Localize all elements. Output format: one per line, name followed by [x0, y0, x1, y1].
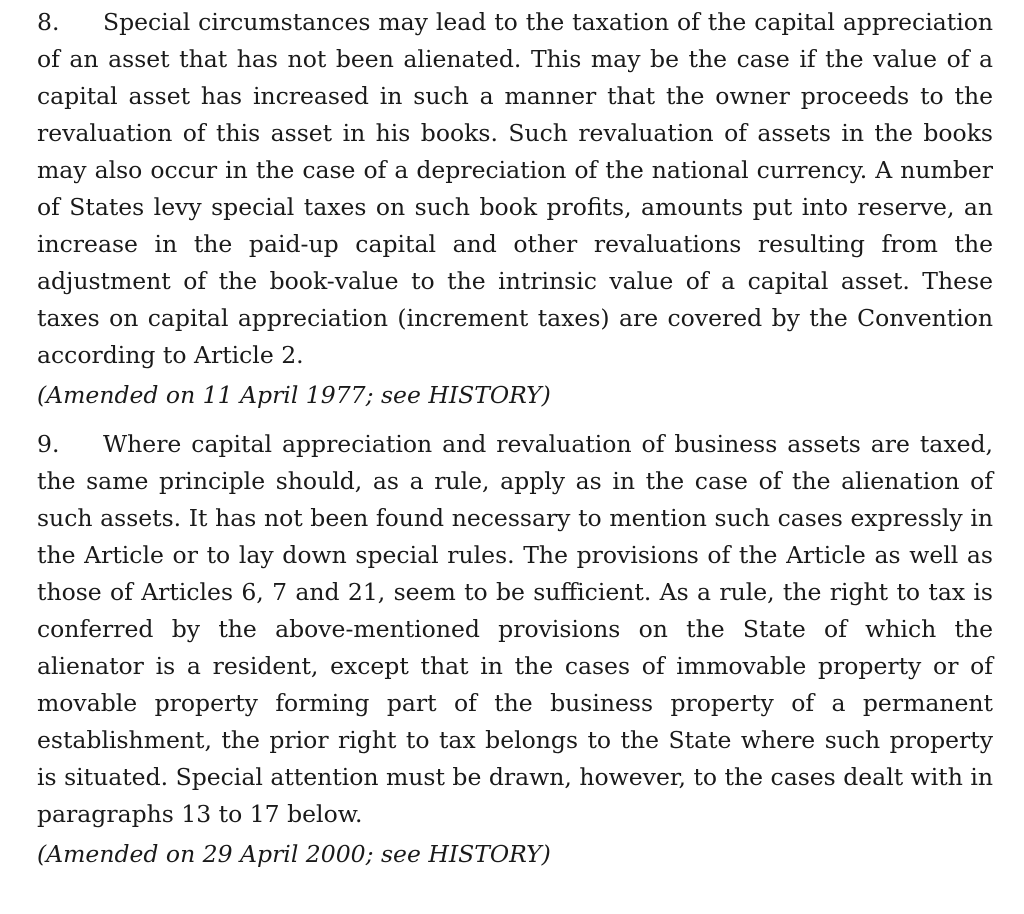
history-note: (Amended on 11 April 1977; see HISTORY) [37, 381, 551, 409]
paragraph-body [37, 426, 993, 833]
paragraph-number: 9. [37, 430, 60, 458]
paragraph-8 [37, 4, 993, 414]
document-page [37, 4, 993, 885]
paragraph-number: 8. [37, 8, 60, 36]
paragraph-9 [37, 426, 993, 873]
paragraph-text: Special circumstances may lead to the taxation of the capital appreciation of an asset that has not been alienated. This may be the case if the value of a capital asset has increased in such a manner that the owner proceeds to the revaluation of this asset in his books. Such revaluation of assets in the books may also occur in the case of a depreciation of the national currency. A number of States levy special taxes on such book profits, amounts put into reserve, an increase in the paid-up capital and other revaluations resulting from the adjustment of the book-value to the intrinsic value of a capital asset. These taxes on capital appreciation (increment taxes) are covered by the Convention according to Article 2. [37, 8, 993, 369]
paragraph-text: Where capital appreciation and revaluation of business assets are taxed, the same principle should, as a rule, apply as in the case of the alienation of such assets. It has not been found necessary to mention such cases expressly in the Article or to lay down special rules. The provisions of the Article as well as those of Articles 6, 7 and 21, seem to be sufficient. As a rule, the right to tax is conferred by the above-mentioned provisions on the State of which the alienator is a resident, except that in the cases of immovable property or of movable property forming part of the business property of a permanent establishment, the prior right to tax belongs to the State where such property is situated. Special attention must be drawn, however, to the cases dealt with in paragraphs 13 to 17 below. [37, 430, 993, 828]
history-note: (Amended on 29 April 2000; see HISTORY) [37, 840, 551, 868]
paragraph-body [37, 4, 993, 374]
